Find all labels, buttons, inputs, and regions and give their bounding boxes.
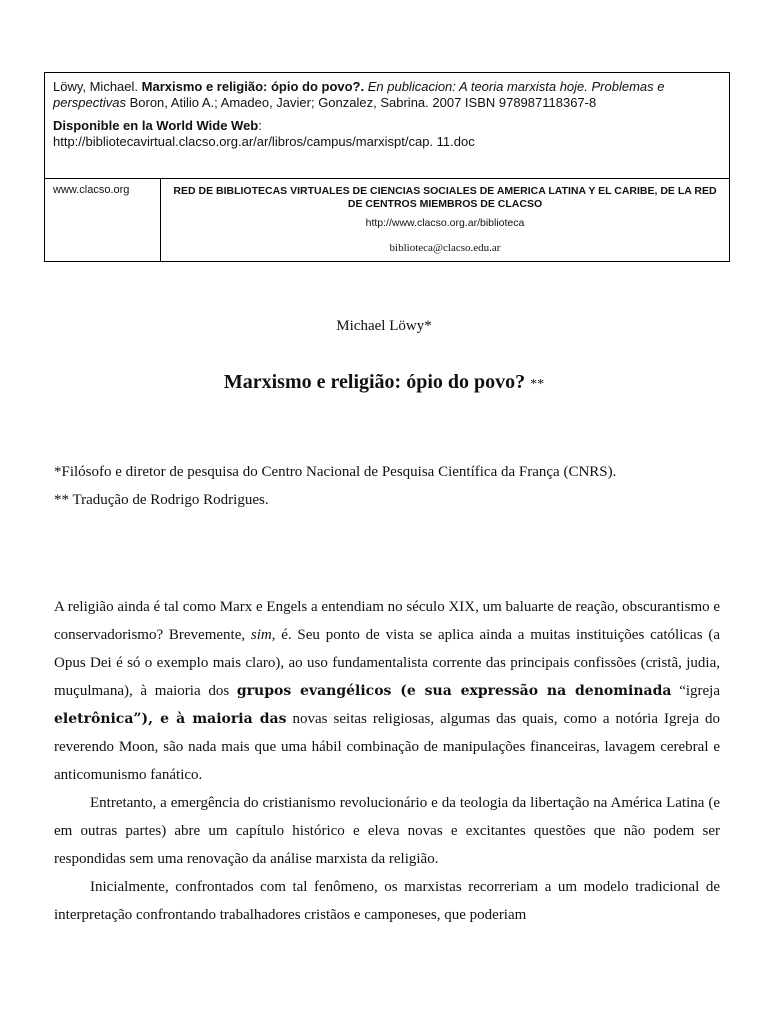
- p1-quote: “igreja: [671, 683, 720, 699]
- citation-title: Marxismo e religião: ópio do povo?: [141, 79, 361, 94]
- citation-reference: [45, 73, 729, 179]
- library-url[interactable]: http://www.clacso.org.ar/biblioteca: [365, 217, 525, 229]
- author-mark: *: [424, 318, 432, 334]
- citation-author: Löwy, Michael.: [53, 79, 142, 94]
- article-title: [0, 371, 768, 394]
- title-mark: **: [530, 377, 545, 392]
- citation-availability: [53, 118, 721, 149]
- site-link[interactable]: www.clacso.org: [45, 179, 161, 261]
- paragraph-1: [54, 593, 720, 789]
- footnote-1: *Filósofo e diretor de pesquisa do Centro Nacional de Pesquisa Científica da França (CNRS).: [54, 464, 617, 480]
- p1-text-b: , é. Seu ponto de vista se aplica ainda a muitas instituições católicas (a Opus Dei é só o exemplo mais claro), ao uso fundamentalista corrente das principais confissões (cristã, judia, muçulmana), à maioria dos: [54, 627, 720, 699]
- network-name: RED DE BIBLIOTECAS VIRTUALES DE CIENCIAS SOCIALES DE AMERICA LATINA Y EL CARIBE, DE LA RED DE CENTROS MIEMBROS DE CLACSO: [173, 185, 717, 210]
- p1-bold-run-1: grupos evangélicos (e sua expressão na denominada: [236, 683, 672, 699]
- p1-bold-run-2: eletrônica”), e à maioria das: [54, 711, 287, 727]
- paragraph-3: Inicialmente, confrontados com tal fenômeno, os marxistas recorreriam a um modelo tradicional de interpretação confrontando trabalhadores cristãos e camponeses, que poderiam: [54, 879, 720, 923]
- availability-label: Disponible en la World Wide Web: [53, 118, 259, 133]
- body-text: [54, 593, 720, 929]
- availability-url[interactable]: http://bibliotecavirtual.clacso.org.ar/ar/libros/campus/marxispt/cap. 11.doc: [53, 133, 475, 149]
- footnote-2-text: Tradução de Rodrigo Rodrigues.: [69, 492, 269, 508]
- library-email[interactable]: biblioteca@clacso.edu.ar: [389, 242, 501, 254]
- citation-box: [44, 72, 730, 262]
- footnotes: [54, 458, 720, 514]
- p1-text-c: novas seitas religiosas, algumas das quais, como a notória Igreja do reverendo Moon, são nada mais que uma hábil combinação de manipulações financeiras, lavagem cerebral e anticomunismo fanático.: [54, 711, 720, 783]
- footnote-2-mark: **: [54, 492, 69, 508]
- availability-colon: :: [258, 118, 262, 133]
- p1-text-a: A religião ainda é tal como Marx e Engels a entendiam no século XIX, um baluarte de reação, obscurantismo e conservadorismo? Brevemente,: [54, 599, 721, 643]
- footnote-2: [54, 486, 720, 514]
- network-info: [161, 179, 729, 261]
- citation-title-suffix: .: [360, 79, 368, 94]
- citation-editors: Boron, Atilio A.; Amadeo, Javier; Gonzalez, Sabrina. 2007 ISBN 978987118367-8: [125, 94, 597, 110]
- paragraph-2: Entretanto, a emergência do cristianismo revolucionário e da teologia da libertação na América Latina (e em outras partes) abre um capítulo histórico e eleva novas e excitantes questões que não podem ser respondidas sem uma renovação da análise marxista da religião.: [54, 795, 720, 867]
- title-text: Marxismo e religião: ópio do povo?: [223, 371, 526, 393]
- citation-text: [53, 79, 721, 110]
- article-author: [0, 318, 768, 335]
- citation-publication: En publicacion: A teoria marxista hoje. Problemas e perspectivas: [53, 79, 665, 110]
- author-name: Michael Löwy: [336, 318, 425, 334]
- p1-emphasis: sim: [250, 627, 272, 643]
